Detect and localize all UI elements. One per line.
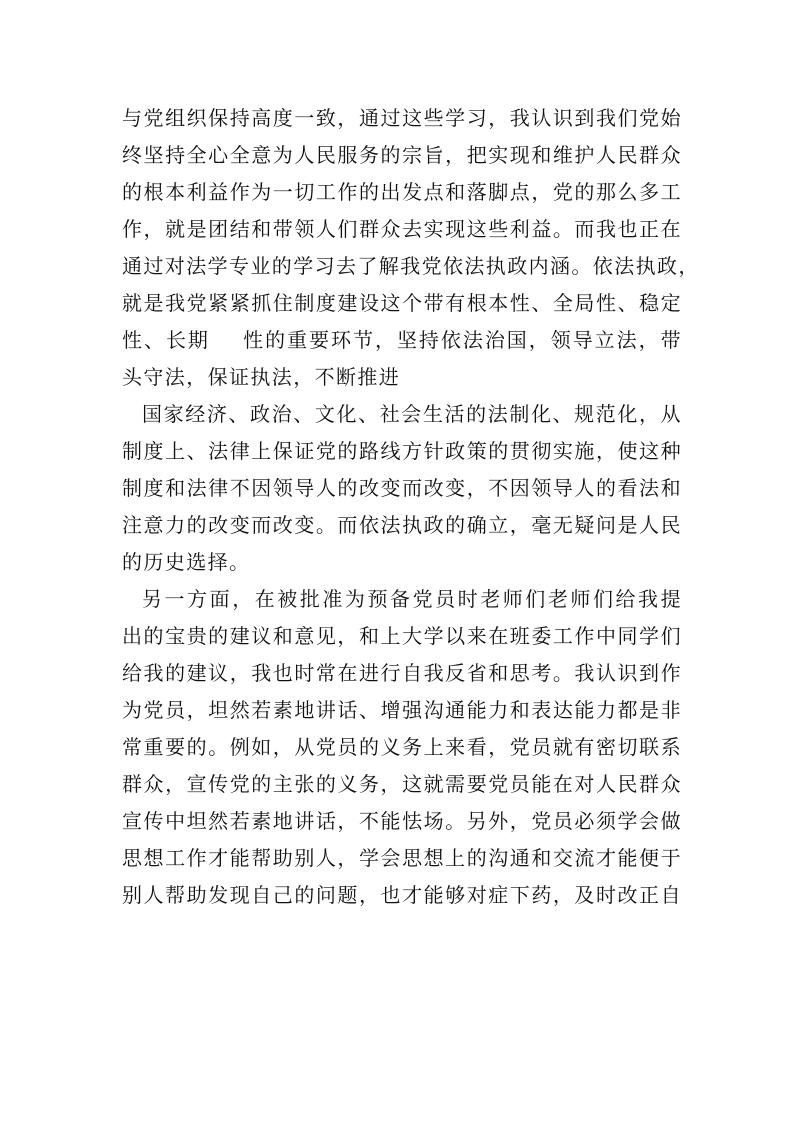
text-line: 宣传中坦然若素地讲话，不能怯场。另外，党员必须学会做	[122, 809, 682, 833]
text-line: 注意力的改变而改变。而依法执政的确立，毫无疑问是人民	[122, 513, 682, 537]
text-line: 别人帮助发现自己的问题，也才能够对症下药，及时改正自	[122, 883, 682, 907]
document-body	[122, 100, 700, 914]
text-line: 终坚持全心全意为人民服务的宗旨，把实现和维护人民群众	[122, 143, 682, 167]
text-line: 出的宝贵的建议和意见，和上大学以来在班委工作中同学们	[122, 624, 682, 648]
text-line: 作，就是团结和带领人们群众去实现这些利益。而我也正在	[122, 217, 682, 241]
text-line: 另一方面，在被批准为预备党员时老师们老师们给我提	[142, 587, 682, 611]
text-line: 与党组织保持高度一致，通过这些学习，我认识到我们党始	[122, 106, 682, 130]
text-line: 群众，宣传党的主张的义务，这就需要党员能在对人民群众	[122, 772, 682, 796]
text-line: 性、长期 性的重要环节，坚持依法治国，领导立法，带	[122, 328, 682, 352]
text-line: 国家经济、政治、文化、社会生活的法制化、规范化，从	[142, 402, 682, 426]
text-line: 制度上、法律上保证党的路线方针政策的贯彻实施，使这种	[122, 439, 682, 463]
text-line: 制度和法律不因领导人的改变而改变，不因领导人的看法和	[122, 476, 682, 500]
text-line: 思想工作才能帮助别人，学会思想上的沟通和交流才能便于	[122, 846, 682, 870]
text-line: 就是我党紧紧抓住制度建设这个带有根本性、全局性、稳定	[122, 291, 682, 315]
text-line: 的根本利益作为一切工作的出发点和落脚点，党的那么多工	[122, 180, 682, 204]
text-line: 头守法，保证执法，不断推进	[122, 365, 401, 389]
text-line: 给我的建议，我也时常在进行自我反省和思考。我认识到作	[122, 661, 682, 685]
text-line: 通过对法学专业的学习去了解我党依法执政内涵。依法执政，	[122, 254, 700, 278]
text-line: 为党员，坦然若素地讲话、增强沟通能力和表达能力都是非	[122, 698, 682, 722]
text-line: 常重要的。例如，从党员的义务上来看，党员就有密切联系	[122, 735, 682, 759]
text-line: 的历史选择。	[122, 550, 251, 574]
